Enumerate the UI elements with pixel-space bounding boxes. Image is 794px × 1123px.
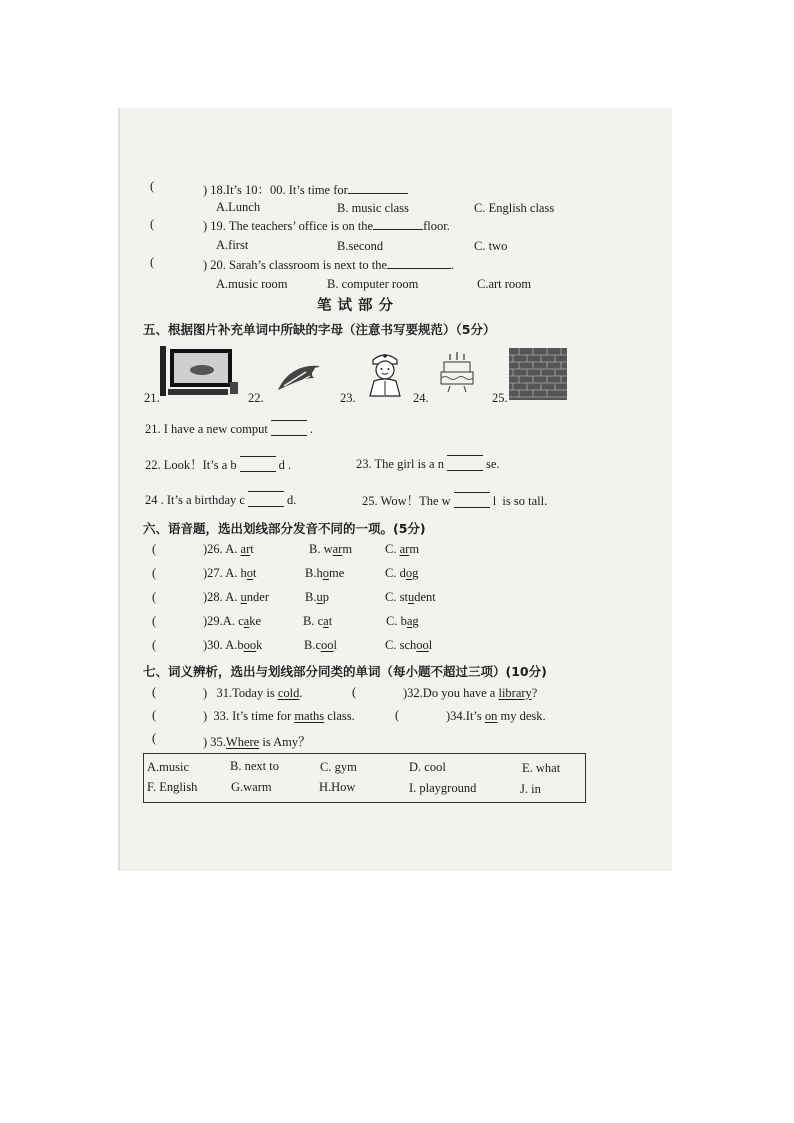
phonics-option-b: B.cool (304, 638, 337, 652)
phonics-option-c: C. school (385, 638, 433, 652)
question-23: 23. The girl is a n se. (356, 457, 500, 471)
question-25: 25. Wow！The w l is so tall. (362, 494, 548, 508)
option-i-playground: I. playground (409, 781, 477, 795)
phonics-option-b: B.up (305, 590, 329, 604)
question-18: ) 18.It’s 10：00. It’s time for (203, 180, 408, 198)
question-34: )34.It’s on my desk. (446, 709, 546, 723)
wall-picture (509, 348, 567, 400)
cake-picture (438, 350, 476, 394)
phonics-option-c: C. bag (386, 614, 419, 628)
question-19: ) 19. The teachers’ office is on the floor. (203, 219, 450, 233)
answer-paren-18: ( (150, 179, 155, 193)
q20-option-b: B. computer room (327, 277, 419, 291)
q18-option-c: C. English class (474, 201, 555, 215)
phonics-option-a: )28. A. under (203, 590, 269, 604)
answer-paren: ( (152, 638, 157, 652)
option-d-cool: D. cool (409, 760, 446, 774)
question-22: 22. Look！It’s a b d . (145, 458, 292, 472)
q18-option-b: B. music class (337, 201, 409, 215)
answer-paren: ( (152, 590, 157, 604)
answer-paren-20: ( (150, 255, 155, 269)
computer-picture (160, 346, 240, 398)
answer-paren: ( (152, 566, 157, 580)
option-j-in: J. in (520, 782, 541, 796)
written-part-heading: 笔试部分 (317, 298, 399, 314)
nurse-picture (362, 350, 408, 398)
picture-label-24: 24. (413, 391, 429, 405)
answer-paren-32: ( (352, 685, 357, 699)
option-g-warm: G.warm (231, 780, 272, 794)
bird-picture (276, 360, 324, 394)
question-35: ) 35.Where is Amy？ (203, 735, 311, 749)
phonics-option-c: C. arm (385, 542, 420, 556)
q19-option-c: C. two (474, 239, 508, 253)
q20-option-a: A.music room (216, 277, 288, 291)
phonics-option-b: B. cat (303, 614, 333, 628)
option-b-next-to: B. next to (230, 759, 279, 773)
q19-option-a: A.first (216, 238, 249, 252)
phonics-option-a: )27. A. hot (203, 566, 257, 580)
q19-option-b: B.second (337, 239, 384, 253)
q20-option-c: C.art room (477, 277, 532, 291)
section-6-title: 六、语音题，选出划线部分发音不同的一项。(5分) (143, 521, 426, 536)
question-21: 21. I have a new comput . (145, 422, 314, 436)
phonics-option-b: B.home (305, 566, 345, 580)
phonics-option-a: )30. A.book (203, 638, 263, 652)
phonics-option-c: C. student (385, 590, 436, 604)
question-31: ) 31.Today is cold. (203, 686, 303, 700)
phonics-option-b: B. warm (309, 542, 353, 556)
option-a-music: A.music (147, 760, 190, 774)
answer-paren-34: ( (395, 708, 400, 722)
section-5-title: 五、根据图片补充单词中所缺的字母（注意书写要规范）（5分） (143, 322, 496, 337)
picture-label-25: 25. (492, 391, 508, 405)
phonics-option-c: C. dog (385, 566, 419, 580)
picture-label-23: 23. (340, 391, 356, 405)
phonics-option-a: )26. A. art (203, 542, 254, 556)
picture-label-22: 22. (248, 391, 264, 405)
answer-paren-35: ( (152, 731, 157, 745)
answer-paren-33: ( (152, 708, 157, 722)
phonics-option-a: )29.A. cake (203, 614, 262, 628)
answer-paren: ( (152, 542, 157, 556)
picture-label-21: 21. (144, 391, 160, 405)
section-7-title: 七、词义辨析，选出与划线部分同类的单词（每小题不超过三项）(10分) (143, 664, 547, 679)
option-h-how: H.How (319, 780, 356, 794)
question-20: ) 20. Sarah’s classroom is next to the . (203, 258, 455, 272)
option-c-gym: C. gym (320, 760, 357, 774)
option-e-what: E. what (522, 761, 561, 775)
answer-paren-19: ( (150, 217, 155, 231)
option-f-english: F. English (147, 780, 198, 794)
answer-paren-31: ( (152, 685, 157, 699)
question-24: 24 . It’s a birthday c d. (145, 493, 297, 507)
question-32: )32.Do you have a library? (403, 686, 538, 700)
q18-option-a: A.Lunch (216, 200, 261, 214)
question-33: ) 33. It’s time for maths class. (203, 709, 355, 723)
answer-paren: ( (152, 614, 157, 628)
